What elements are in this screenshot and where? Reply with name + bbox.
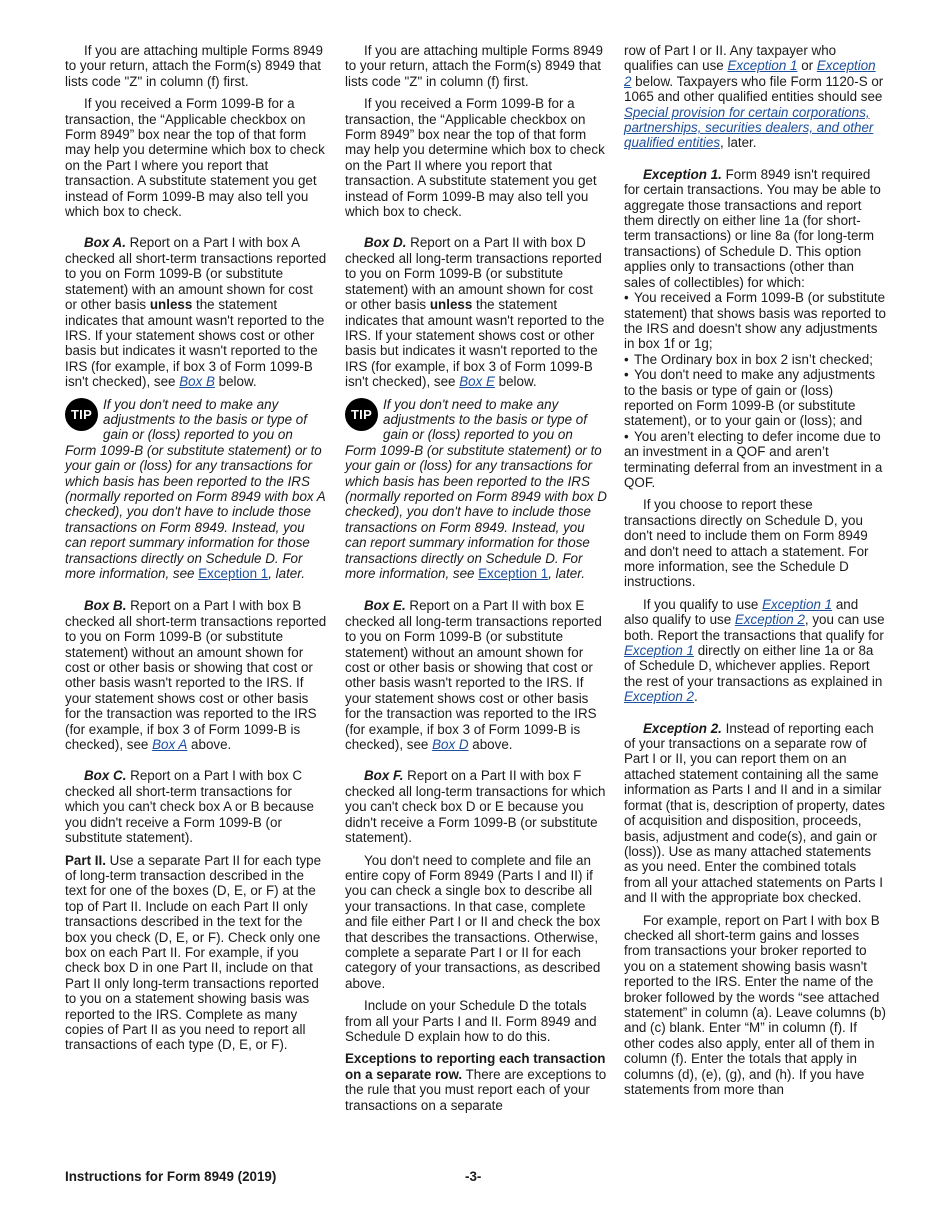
link-box-a[interactable]: Box A	[152, 737, 188, 753]
paragraph-box-c: Box C. Report on a Part I with box C checked all short-term transactions for which you can't check box A or B because you didn't receive a Form 1099-B (or substitute statement).	[65, 768, 314, 846]
exceptions-heading: Exceptions to reporting each transaction on a separate row.	[345, 1051, 606, 1082]
link-exception-2[interactable]: Exception 2	[624, 58, 876, 89]
link-box-d[interactable]: Box D	[432, 737, 469, 753]
paragraph-multiple-forms-2: If you are attaching multiple Forms 8949 to your return, attach the Form(s) 8949 that lists code "Z" in column (f) first.	[345, 43, 603, 89]
column-1	[65, 43, 327, 1060]
list-item: • You received a Form 1099-B (or substitute statement) that shows basis was reported to the IRS and doesn't show any adjustments in box 1f or 1g;	[624, 290, 886, 352]
tip-box-a: TIP If you don't need to make any adjustments to the basis or type of gain or (loss) reported to you on Form 1099-B (or substitute statement) or to your gain or (loss) for any transactions for which basis has been reported to the IRS (normally reported on Form 8949 with box A checked), you don't have to include those transactions on Form 8949. Instead, you can report summary information for those transactions directly on Schedule D. For more information, see Exception 1, later.	[65, 396, 326, 581]
paragraph-exception-1: Exception 1. Form 8949 isn't required for certain transactions. You may be able to aggregate those transactions and report them directly on either line 1a (for short-term transactions) or line 8a (for long-term transactions) of Schedule D. This option applies only to transactions (other than sales of collectibles) for which:	[624, 166, 881, 290]
paragraph-part-ii: Part II. Use a separate Part II for each type of long-term transaction described in the text for one of the boxes (D, E, or F) at the top of Part II. Include on each Part II only transactions described in the text for the box you check (D, E, or F). Check only one box on each Part II. For example, if you check box D in one Part II, include on that Part II only long-term transactions reported to you on a statement showing basis was reported to the IRS. Complete as many copies of Part II as you need to report all transactions of each type (D, E, or F).	[65, 852, 322, 1053]
link-special-provision[interactable]: Special provision for certain corporations, partnerships, securities dealers, and other qualified entities	[624, 104, 874, 151]
paragraph-exceptions: Exceptions to reporting each transaction on a separate row. There are exceptions to the rule that you must report each of your transactions on a separate	[345, 1051, 607, 1113]
paragraph-include-schedule-d: Include on your Schedule D the totals from all your Parts I and II. Form 8949 and Schedule D explain how to do this.	[345, 998, 597, 1044]
column-3	[624, 43, 886, 1104]
paragraph-multiple-forms: If you are attaching multiple Forms 8949 to your return, attach the Form(s) 8949 that lists code "Z" in column (f) first.	[65, 43, 323, 89]
tip-icon: TIP	[65, 398, 98, 431]
link-exception-1[interactable]: Exception 1	[478, 566, 549, 581]
paragraph-applicable-checkbox: If you received a Form 1099-B for a transaction, the “Applicable checkbox on Form 8949” box near the top of that form may help you determine which box to check on the Part I where you report that transaction. A substitute statement you get instead of Form 1099-B may also tell you which box to check.	[65, 96, 325, 220]
page-number: -3-	[465, 1169, 482, 1184]
list-item: • You don't need to make any adjustments to the basis or type of gain or (loss) reported on Form 1099-B (or substitute statement), or to your gain or (loss); and	[624, 367, 876, 429]
link-box-e[interactable]: Box E	[459, 374, 495, 390]
list-item: • You aren’t electing to defer income due to an investment in a QOF and aren’t terminating deferral from an investment in a QOF.	[624, 428, 883, 490]
tip-box-d: TIP If you don't need to make any adjustments to the basis or type of gain or (loss) reported to you on Form 1099-B (or substitute statement) or to your gain or (loss) for any transactions for which basis has been reported to the IRS (normally reported on Form 8949 with box D checked), you don't have to include those transactions on Form 8949. Instead, you can report summary information for those transactions directly on Schedule D. For more information, see Exception 1, later.	[345, 396, 607, 581]
link-exception-1[interactable]: Exception 1	[762, 596, 833, 612]
footer-title: Instructions for Form 8949 (2019)	[65, 1169, 277, 1184]
link-exception-2[interactable]: Exception 2	[734, 612, 805, 628]
box-c-heading: Box C.	[84, 768, 127, 784]
link-exception-1[interactable]: Exception 1	[198, 566, 269, 581]
paragraph-applicable-checkbox-2: If you received a Form 1099-B for a transaction, the “Applicable checkbox on Form 8949” box near the top of that form may help you determine which box to check on the Part II where you report that transaction. A substitute statement you get instead of Form 1099-B may also tell you which box to check.	[345, 96, 605, 220]
paragraph-qualify-both: If you qualify to use Exception 1 and also qualify to use Exception 2, you can use both. Report the transactions that qualify for Exception 1 directly on either line 1a or 8a of Schedule D, whichever applies. Report the rest of your transactions as explained in Exception 2.	[624, 596, 885, 705]
box-d-heading: Box D.	[364, 235, 407, 251]
paragraph-box-f: Box F. Report on a Part II with box F checked all long-term transactions for which you can't check box D or E because you didn't receive a Form 1099-B (or substitute statement).	[345, 768, 606, 846]
box-e-heading: Box E.	[364, 598, 406, 614]
exception-1-heading: Exception 1.	[643, 166, 722, 182]
link-exception-1[interactable]: Exception 1	[624, 643, 694, 659]
column-2	[345, 43, 607, 1120]
exception-2-heading: Exception 2.	[643, 720, 722, 736]
box-f-heading: Box F.	[364, 768, 404, 784]
link-exception-1[interactable]: Exception 1	[727, 58, 798, 74]
list-item: • The Ordinary box in box 2 isn’t checked;	[624, 351, 873, 367]
paragraph-no-complete: You don't need to complete and file an entire copy of Form 8949 (Parts I and II) if you can check a single box to describe all your transactions. In that case, complete and file either Part I or II and check the box that describes the transactions. Otherwise, complete a separate Part I or II for each category of your transactions, as described above.	[345, 852, 601, 991]
link-exception-2[interactable]: Exception 2	[624, 689, 694, 705]
paragraph-box-a: Box A. Report on a Part I with box A checked all short-term transactions reported to you on Form 1099-B (or substitute statement) with an amount shown for cost or other basis unless the statement indicates that amount wasn't reported to the IRS. If your statement shows cost or other basis but indicates it wasn't reported to the IRS (for example, if box 3 of Form 1099-B isn't checked), see Box B below.	[65, 235, 327, 390]
part-ii-heading: Part II.	[65, 852, 106, 868]
exception-1-conditions	[624, 290, 886, 490]
paragraph-box-b: Box B. Report on a Part I with box B checked all short-term transactions reported to you on Form 1099-B (or substitute statement) without an amount shown for cost or other basis or showing that cost or other basis wasn't reported to the IRS. If your statement shows cost or other basis for the transaction was reported to the IRS (for example, if box 3 of Form 1099-B is checked), see Box A above.	[65, 598, 327, 753]
paragraph-box-e: Box E. Report on a Part II with box E checked all long-term transactions reported to you on Form 1099-B (or substitute statement) without an amount shown for cost or other basis or showing that cost or other basis wasn't reported to the IRS. If your statement shows cost or other basis for the transaction was reported to the IRS (for example, if box 3 of Form 1099-B is checked), see Box D above.	[345, 598, 602, 753]
paragraph-exception-2: Exception 2. Instead of reporting each of your transactions on a separate row of Part I or II, you can report them on an attached statement containing all the same information as Parts I and II and in a similar format (that is, description of property, dates of acquisition and disposition, proceeds, basis, adjustment and code(s), and gain or (loss)). Use as many attached statements as you need. Enter the combined totals from all your attached statements on Parts I and II with the appropriate box checked.	[624, 720, 885, 906]
paragraph-example: For example, report on Part I with box B checked all short-term gains and losses from transactions your broker reported to you on a statement showing basis wasn't reported to the IRS. Enter the name of the broker followed by the words “see attached statement” in column (a). Leave columns (b) and (c) blank. Enter “M” in column (f). If other codes also apply, enter all of them in column (f). Enter the totals that apply in columns (d), (e), (g), and (h). If you have statements from more than	[624, 912, 886, 1097]
paragraph-continued: row of Part I or II. Any taxpayer who qualifies can use Exception 1 or Exception 2 below. Taxpayers who file Form 1120-S or 1065 and other qualified entities should see Special provision for certain corporations, partnerships, securities dealers, and other qualified entities, later.	[624, 43, 884, 151]
box-b-heading: Box B.	[84, 598, 127, 614]
paragraph-choose-report: If you choose to report these transactions directly on Schedule D, you don't need to include them on Form 8949 and don't need to attach a statement. For more information, see the Schedule D instructions.	[624, 497, 869, 590]
link-box-b[interactable]: Box B	[179, 374, 215, 390]
paragraph-box-d: Box D. Report on a Part II with box D checked all long-term transactions reported to you on Form 1099-B (or substitute statement) with an amount shown for cost or other basis unless the statement indicates that amount wasn't reported to the IRS. If your statement shows cost or other basis but indicates it wasn't reported to the IRS (for example, if box 3 of Form 1099-B isn't checked), see Box E below.	[345, 235, 605, 390]
tip-icon: TIP	[345, 398, 378, 431]
box-a-heading: Box A.	[84, 235, 126, 251]
